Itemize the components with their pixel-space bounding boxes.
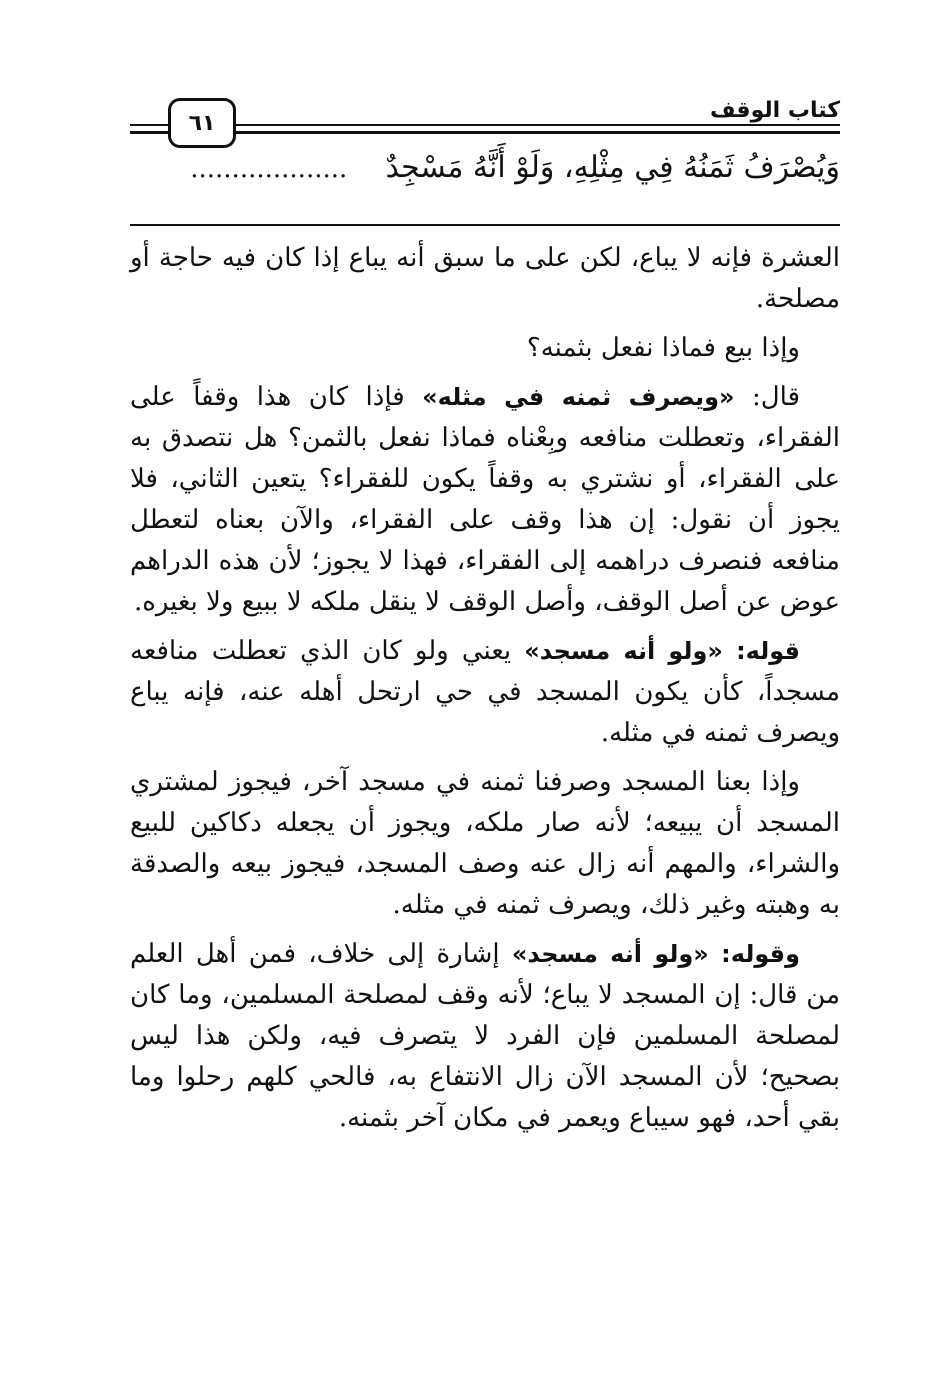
paragraph-lead: قال: [734, 382, 800, 412]
paragraph-text: فإذا كان هذا وقفاً على الفقراء، وتعطلت منافعه وبِعْناه فماذا نفعل بالثمن؟ هل نتصدق به على الفقراء، أو نشتري به وقفاً يكون للفقراء؟ يتعين الثاني، فلا يجوز أن نقول: إن هذا وقف على الفقراء، والآن بعناه لتعطل منافعه فنصرف دراهمه إلى الفقراء، فهذا لا يجوز؛ لأن هذه الدراهم عوض عن أصل الوقف، وأصل الوقف لا ينقل ملكه لا ببيع ولا بغيره. [130, 382, 840, 617]
paragraph-text: وإذا بعنا المسجد وصرفنا ثمنه في مسجد آخر، فيجوز لمشتري المسجد أن يبيعه؛ لأنه صار ملكه، ويجوز أن يجعله دكاكين للبيع والشراء، والمهم أنه زال عنه وصف المسجد، فيجوز بيعه والصدقة به وهبته وغير ذلك، ويصرف ثمنه في مثله. [130, 767, 840, 920]
paragraph-text: إشارة إلى خلاف، فمن أهل العلم من قال: إن المسجد لا يباع؛ لأنه وقف لمصلحة المسلمين، وما كان لمصلحة المسلمين فإن الفرد لا يتصرف فيه، ولكن هذا ليس بصحيح؛ لأن المسجد الآن زال الانتفاع به، فالحي كلهم رحلوا وما بقي أحد، فهو سيباع ويعمر في مكان آخر بثمنه. [130, 939, 840, 1133]
paragraph-lead: قوله: [722, 637, 800, 665]
paragraph-text: وإذا بيع فماذا نفعل بثمنه؟ [526, 333, 800, 363]
paragraph-lead: وقوله: [708, 940, 801, 968]
paragraph [130, 934, 840, 1139]
commentary-body [130, 238, 840, 1139]
matn-dots: ................... [190, 154, 348, 184]
matn-quote: «ويصرف ثمنه في مثله» [422, 383, 735, 411]
paragraph-text: يعني ولو كان الذي تعطلت منافعه مسجداً، كأن يكون المسجد في حي ارتحل أهله عنه، فإنه يباع ويصرف ثمنه في مثله. [130, 636, 840, 748]
matn-quote: «ولو أنه مسجد» [524, 637, 723, 665]
matn-text: وَيُصْرَفُ ثَمَنُهُ فِي مِثْلِهِ، وَلَوْ أَنَّهُ مَسْجِدٌ [385, 150, 840, 185]
page-header [130, 80, 840, 150]
header-rule [233, 131, 840, 134]
matn-quote: «ولو أنه مسجد» [511, 940, 709, 968]
matn-line [130, 150, 840, 202]
paragraph [130, 631, 840, 754]
paragraph [130, 238, 840, 320]
header-rule [233, 124, 840, 126]
header-rule [130, 131, 168, 134]
paragraph [130, 328, 840, 369]
paragraph [130, 762, 840, 926]
matn-separator [130, 224, 840, 226]
page-number: ٦١ [168, 98, 236, 148]
paragraph [130, 377, 840, 623]
book-title: كتاب الوقف [709, 98, 840, 123]
header-rule [130, 124, 168, 126]
paragraph-text: العشرة فإنه لا يباع، لكن على ما سبق أنه يباع إذا كان فيه حاجة أو مصلحة. [130, 243, 840, 314]
